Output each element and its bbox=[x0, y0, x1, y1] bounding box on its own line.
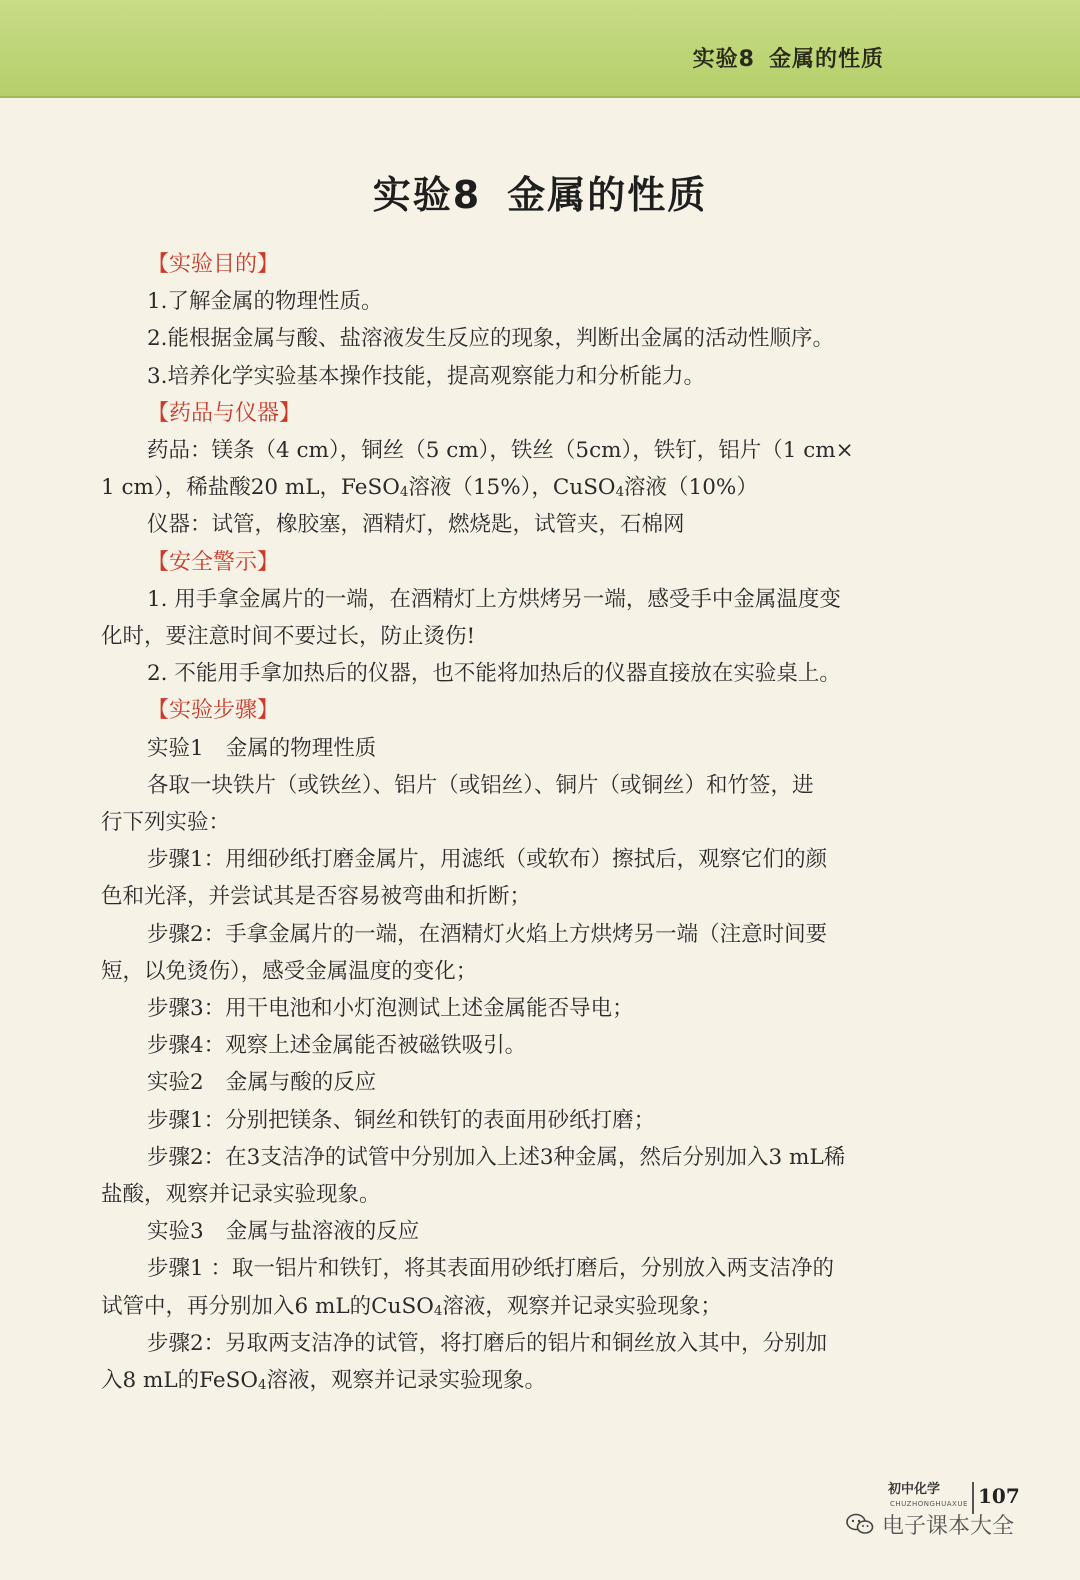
exp1-heading bbox=[101, 730, 951, 767]
drugs-line-1: 药品：镁条（4 cm），铜丝（5 cm），铁丝（5cm），铁钉，铝片（1 cm× bbox=[147, 438, 854, 464]
exp3-step1-line-2 bbox=[101, 1288, 951, 1325]
page-title-num: 实验8 bbox=[372, 173, 482, 217]
subscript-4: 4 bbox=[433, 1303, 443, 1319]
section-heading-purpose: 【实验目的】 bbox=[147, 252, 280, 277]
drugs-line-2-a: 1 cm），稀盐酸20 mL，FeSO bbox=[101, 475, 400, 501]
section-heading-steps: 【实验步骤】 bbox=[147, 698, 280, 724]
exp1-title: 金属的物理性质 bbox=[225, 735, 377, 761]
subscript-4: 4 bbox=[258, 1378, 267, 1394]
exp2-step1: 步骤1：分别把镁条、铜丝和铁钉的表面用砂纸打磨； bbox=[147, 1107, 656, 1133]
exp3-step1-line-1: 步骤1 ：取一铝片和铁钉，将其表面用砂纸打磨后，分别放入两支洁净的 bbox=[147, 1256, 835, 1282]
exp1-intro-line-1: 各取一块铁片（或铁丝）、铝片（或铝丝）、铜片（或铜丝）和竹签，进 bbox=[147, 772, 814, 798]
exp2-step2-line-2: 盐酸，观察并记录实验现象。 bbox=[101, 1182, 381, 1208]
exp1-step2-line-2: 短，以免烫伤），感受金属温度的变化； bbox=[101, 958, 478, 984]
purpose-item-1: 1.了解金属的物理性质。 bbox=[147, 289, 383, 315]
running-head-title: 金属的性质 bbox=[768, 47, 884, 72]
page-title-text: 金属的性质 bbox=[507, 173, 708, 217]
exp3-step1-line-2-b: 溶液，观察并记录实验现象； bbox=[442, 1293, 722, 1319]
page-number: 107 bbox=[978, 1484, 1020, 1508]
watermark-text: 电子课本大全 bbox=[882, 1513, 1015, 1539]
exp1-step1-line-1: 步骤1：用细砂纸打磨金属片，用滤纸（或软布）擦拭后，观察它们的颜 bbox=[147, 847, 828, 873]
exp1-num: 实验1 bbox=[147, 735, 204, 761]
exp1-step1-line-2: 色和光泽，并尝试其是否容易被弯曲和折断； bbox=[101, 884, 532, 910]
watermark bbox=[846, 1508, 1014, 1540]
safety-item-2: 2. 不能用手拿加热后的仪器，也不能将加热后的仪器直接放在实验桌上。 bbox=[147, 661, 841, 687]
exp3-step2-line-2 bbox=[101, 1362, 951, 1399]
exp1-step3: 步骤3：用干电池和小灯泡测试上述金属能否导电； bbox=[147, 996, 634, 1022]
exp1-step4: 步骤4：观察上述金属能否被磁铁吸引。 bbox=[147, 1033, 527, 1059]
purpose-item-3: 3.培养化学实验基本操作技能，提高观察能力和分析能力。 bbox=[147, 363, 706, 389]
drugs-line-2 bbox=[101, 469, 951, 506]
subscript-4: 4 bbox=[615, 485, 625, 501]
exp2-title: 金属与酸的反应 bbox=[225, 1070, 377, 1096]
exp3-num: 实验3 bbox=[147, 1219, 204, 1245]
drugs-line-2-b: 溶液（15%），CuSO bbox=[408, 475, 616, 501]
exp3-step2-line-1: 步骤2：另取两支洁净的试管，将打磨后的铝片和铜丝放入其中，分别加 bbox=[147, 1330, 828, 1356]
exp3-step2-line-2-a: 入8 mL的FeSO bbox=[101, 1368, 258, 1394]
drugs-line-2-c: 溶液（10%） bbox=[624, 475, 758, 501]
exp2-step2-line-1: 步骤2：在3支洁净的试管中分别加入上述3种金属，然后分别加入3 mL稀 bbox=[147, 1144, 846, 1170]
exp3-title: 金属与盐溶液的反应 bbox=[225, 1219, 420, 1245]
running-head bbox=[693, 42, 884, 73]
exp2-num: 实验2 bbox=[147, 1070, 204, 1096]
book-pinyin: CHUZHONGHUAXUE bbox=[890, 1500, 968, 1508]
subscript-4: 4 bbox=[399, 485, 409, 501]
book-name: 初中化学 bbox=[888, 1482, 941, 1497]
safety-item-1-line-2: 化时，要注意时间不要过长，防止烫伤! bbox=[101, 624, 476, 650]
purpose-item-2: 2.能根据金属与酸、盐溶液发生反应的现象，判断出金属的活动性顺序。 bbox=[147, 326, 835, 352]
exp1-intro-line-2: 行下列实验： bbox=[101, 810, 231, 836]
exp3-heading bbox=[101, 1213, 951, 1250]
exp2-heading bbox=[101, 1064, 951, 1101]
safety-item-1-line-1: 1. 用手拿金属片的一端，在酒精灯上方烘烤另一端，感受手中金属温度变 bbox=[147, 586, 841, 612]
exp3-step1-line-2-a: 试管中，再分别加入6 mL的CuSO bbox=[101, 1293, 434, 1319]
wechat-icon bbox=[846, 1513, 874, 1535]
running-head-num: 实验8 bbox=[692, 47, 755, 72]
header-band bbox=[0, 0, 1080, 98]
section-heading-materials: 【药品与仪器】 bbox=[147, 400, 302, 426]
exp3-step2-line-2-b: 溶液，观察并记录实验现象。 bbox=[266, 1368, 546, 1394]
instruments-line: 仪器：试管，橡胶塞，酒精灯，燃烧匙，试管夹，石棉网 bbox=[147, 512, 685, 538]
page-title bbox=[0, 164, 1080, 219]
section-heading-safety: 【安全警示】 bbox=[147, 549, 280, 575]
page-content bbox=[101, 246, 951, 1399]
exp1-step2-line-1: 步骤2：手拿金属片的一端，在酒精灯火焰上方烘烤另一端（注意时间要 bbox=[147, 921, 828, 947]
